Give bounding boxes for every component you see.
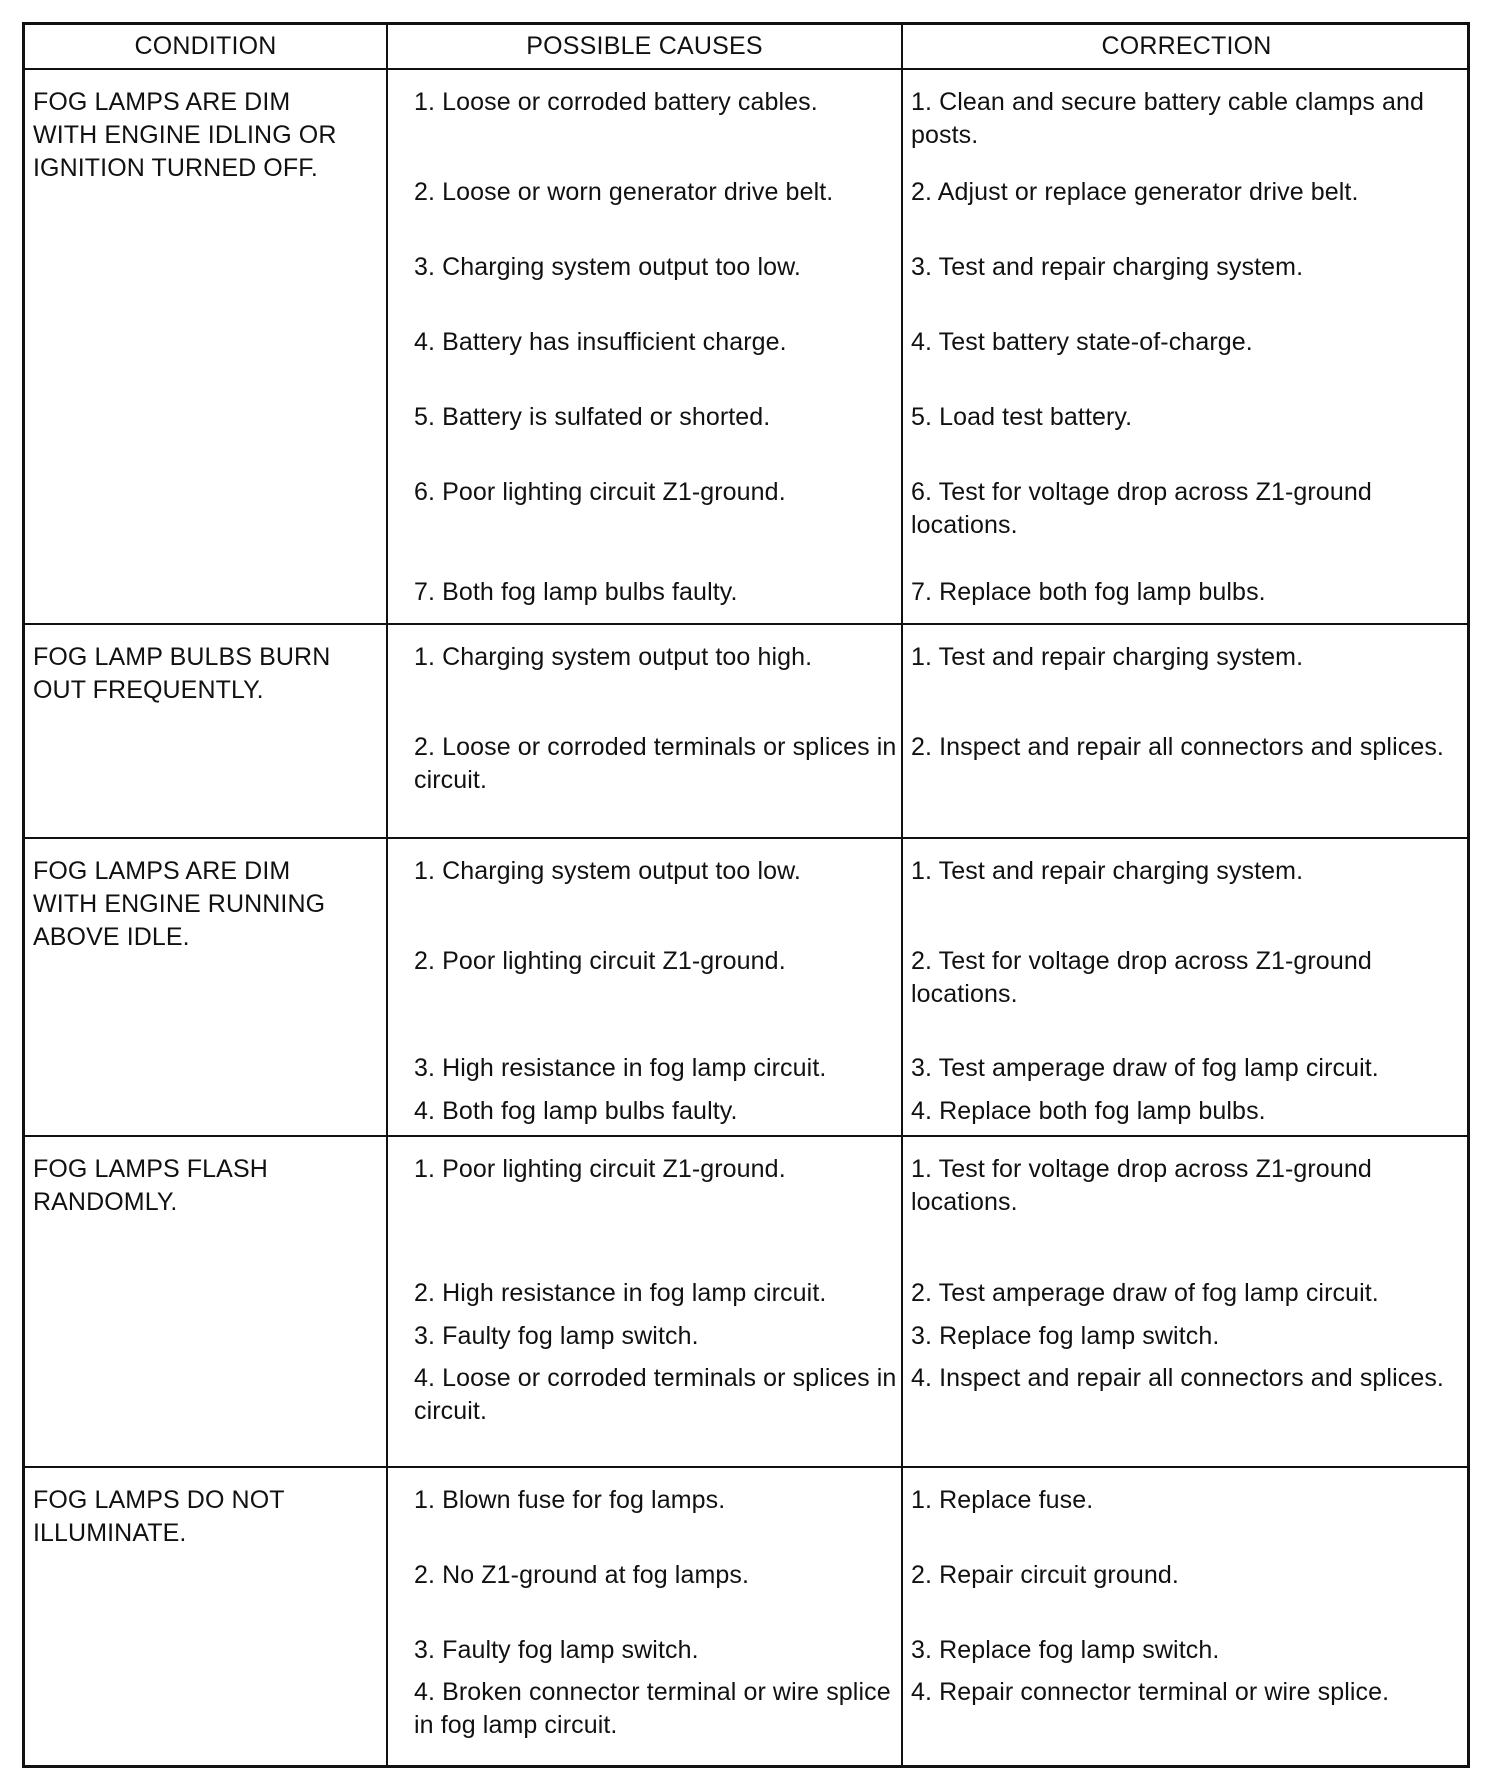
cause-item: 7. Both fog lamp bulbs faulty.	[414, 578, 738, 606]
correction-item: 7. Replace both fog lamp bulbs.	[911, 578, 1266, 606]
condition-cell: FOG LAMP BULBS BURN OUT FREQUENTLY.	[33, 643, 331, 704]
header-condition: CONDITION	[134, 32, 277, 60]
cause-item: 4. Both fog lamp bulbs faulty.	[414, 1097, 738, 1125]
column-divider	[386, 70, 388, 623]
table-row-flash	[25, 1137, 1467, 1468]
cause-item: 3. High resistance in fog lamp circuit.	[414, 1054, 827, 1082]
cause-item: 2. No Z1-ground at fog lamps.	[414, 1561, 750, 1589]
correction-item: 4. Repair connector terminal or wire splice.	[911, 1678, 1390, 1706]
column-divider	[386, 625, 388, 837]
header-correction: CORRECTION	[1101, 32, 1272, 60]
table-row-dim-running	[25, 839, 1467, 1137]
cause-item: 4. Battery has insufficient charge.	[414, 328, 787, 356]
condition-cell: FOG LAMPS DO NOT ILLUMINATE.	[33, 1486, 285, 1547]
cause-item: 2. Poor lighting circuit Z1-ground.	[414, 947, 786, 975]
cause-item: 6. Poor lighting circuit Z1-ground.	[414, 478, 786, 506]
correction-item: 1. Clean and secure battery cable clamps and posts.	[911, 88, 1425, 149]
correction-item: 1. Test for voltage drop across Z1-ground locations.	[911, 1155, 1372, 1216]
correction-item: 1. Test and repair charging system.	[911, 643, 1304, 671]
cause-item: 5. Battery is sulfated or shorted.	[414, 403, 771, 431]
cause-item: 4. Broken connector terminal or wire splice in fog lamp circuit.	[414, 1678, 891, 1739]
table-header	[25, 25, 1467, 70]
cause-item: 1. Blown fuse for fog lamps.	[414, 1486, 726, 1514]
correction-item: 3. Test amperage draw of fog lamp circuit.	[911, 1054, 1379, 1082]
correction-item: 3. Replace fog lamp switch.	[911, 1636, 1220, 1664]
correction-item: 4. Replace both fog lamp bulbs.	[911, 1097, 1266, 1125]
cause-item: 1. Loose or corroded battery cables.	[414, 88, 818, 116]
cause-item: 3. Charging system output too low.	[414, 253, 801, 281]
cause-item: 1. Charging system output too high.	[414, 643, 813, 671]
correction-item: 6. Test for voltage drop across Z1-ground locations.	[911, 478, 1372, 539]
table-row-burn-out	[25, 625, 1467, 839]
cause-item: 2. Loose or worn generator drive belt.	[414, 178, 834, 206]
correction-item: 2. Adjust or replace generator drive belt.	[911, 178, 1359, 206]
correction-item: 3. Test and repair charging system.	[911, 253, 1304, 281]
correction-item: 4. Test battery state-of-charge.	[911, 328, 1253, 356]
cause-item: 1. Poor lighting circuit Z1-ground.	[414, 1155, 786, 1183]
correction-item: 4. Inspect and repair all connectors and splices.	[911, 1364, 1444, 1392]
cause-item: 4. Loose or corroded terminals or splices in circuit.	[414, 1364, 897, 1425]
cause-item: 2. High resistance in fog lamp circuit.	[414, 1279, 827, 1307]
column-divider	[386, 839, 388, 1135]
correction-item: 2. Test amperage draw of fog lamp circuit.	[911, 1279, 1379, 1307]
correction-item: 2. Repair circuit ground.	[911, 1561, 1179, 1589]
column-divider	[386, 1468, 388, 1766]
correction-item: 5. Load test battery.	[911, 403, 1133, 431]
table-row-dim-idle	[25, 70, 1467, 625]
cause-item: 3. Faulty fog lamp switch.	[414, 1322, 699, 1350]
correction-item: 1. Replace fuse.	[911, 1486, 1094, 1514]
column-divider	[386, 1137, 388, 1466]
condition-cell: FOG LAMPS FLASH RANDOMLY.	[33, 1155, 268, 1216]
cause-item: 2. Loose or corroded terminals or splices in circuit.	[414, 733, 897, 794]
condition-cell: FOG LAMPS ARE DIM WITH ENGINE IDLING OR IGNITION TURNED OFF.	[33, 88, 337, 182]
cause-item: 3. Faulty fog lamp switch.	[414, 1636, 699, 1664]
table-row-no-illuminate	[25, 1468, 1467, 1766]
header-possible-causes: POSSIBLE CAUSES	[526, 32, 763, 60]
correction-item: 2. Test for voltage drop across Z1-ground locations.	[911, 947, 1372, 1008]
correction-item: 2. Inspect and repair all connectors and splices.	[911, 733, 1444, 761]
correction-item: 3. Replace fog lamp switch.	[911, 1322, 1220, 1350]
correction-item: 1. Test and repair charging system.	[911, 857, 1304, 885]
condition-cell: FOG LAMPS ARE DIM WITH ENGINE RUNNING ABOVE IDLE.	[33, 857, 326, 951]
cause-item: 1. Charging system output too low.	[414, 857, 801, 885]
troubleshooting-table	[22, 22, 1470, 1768]
